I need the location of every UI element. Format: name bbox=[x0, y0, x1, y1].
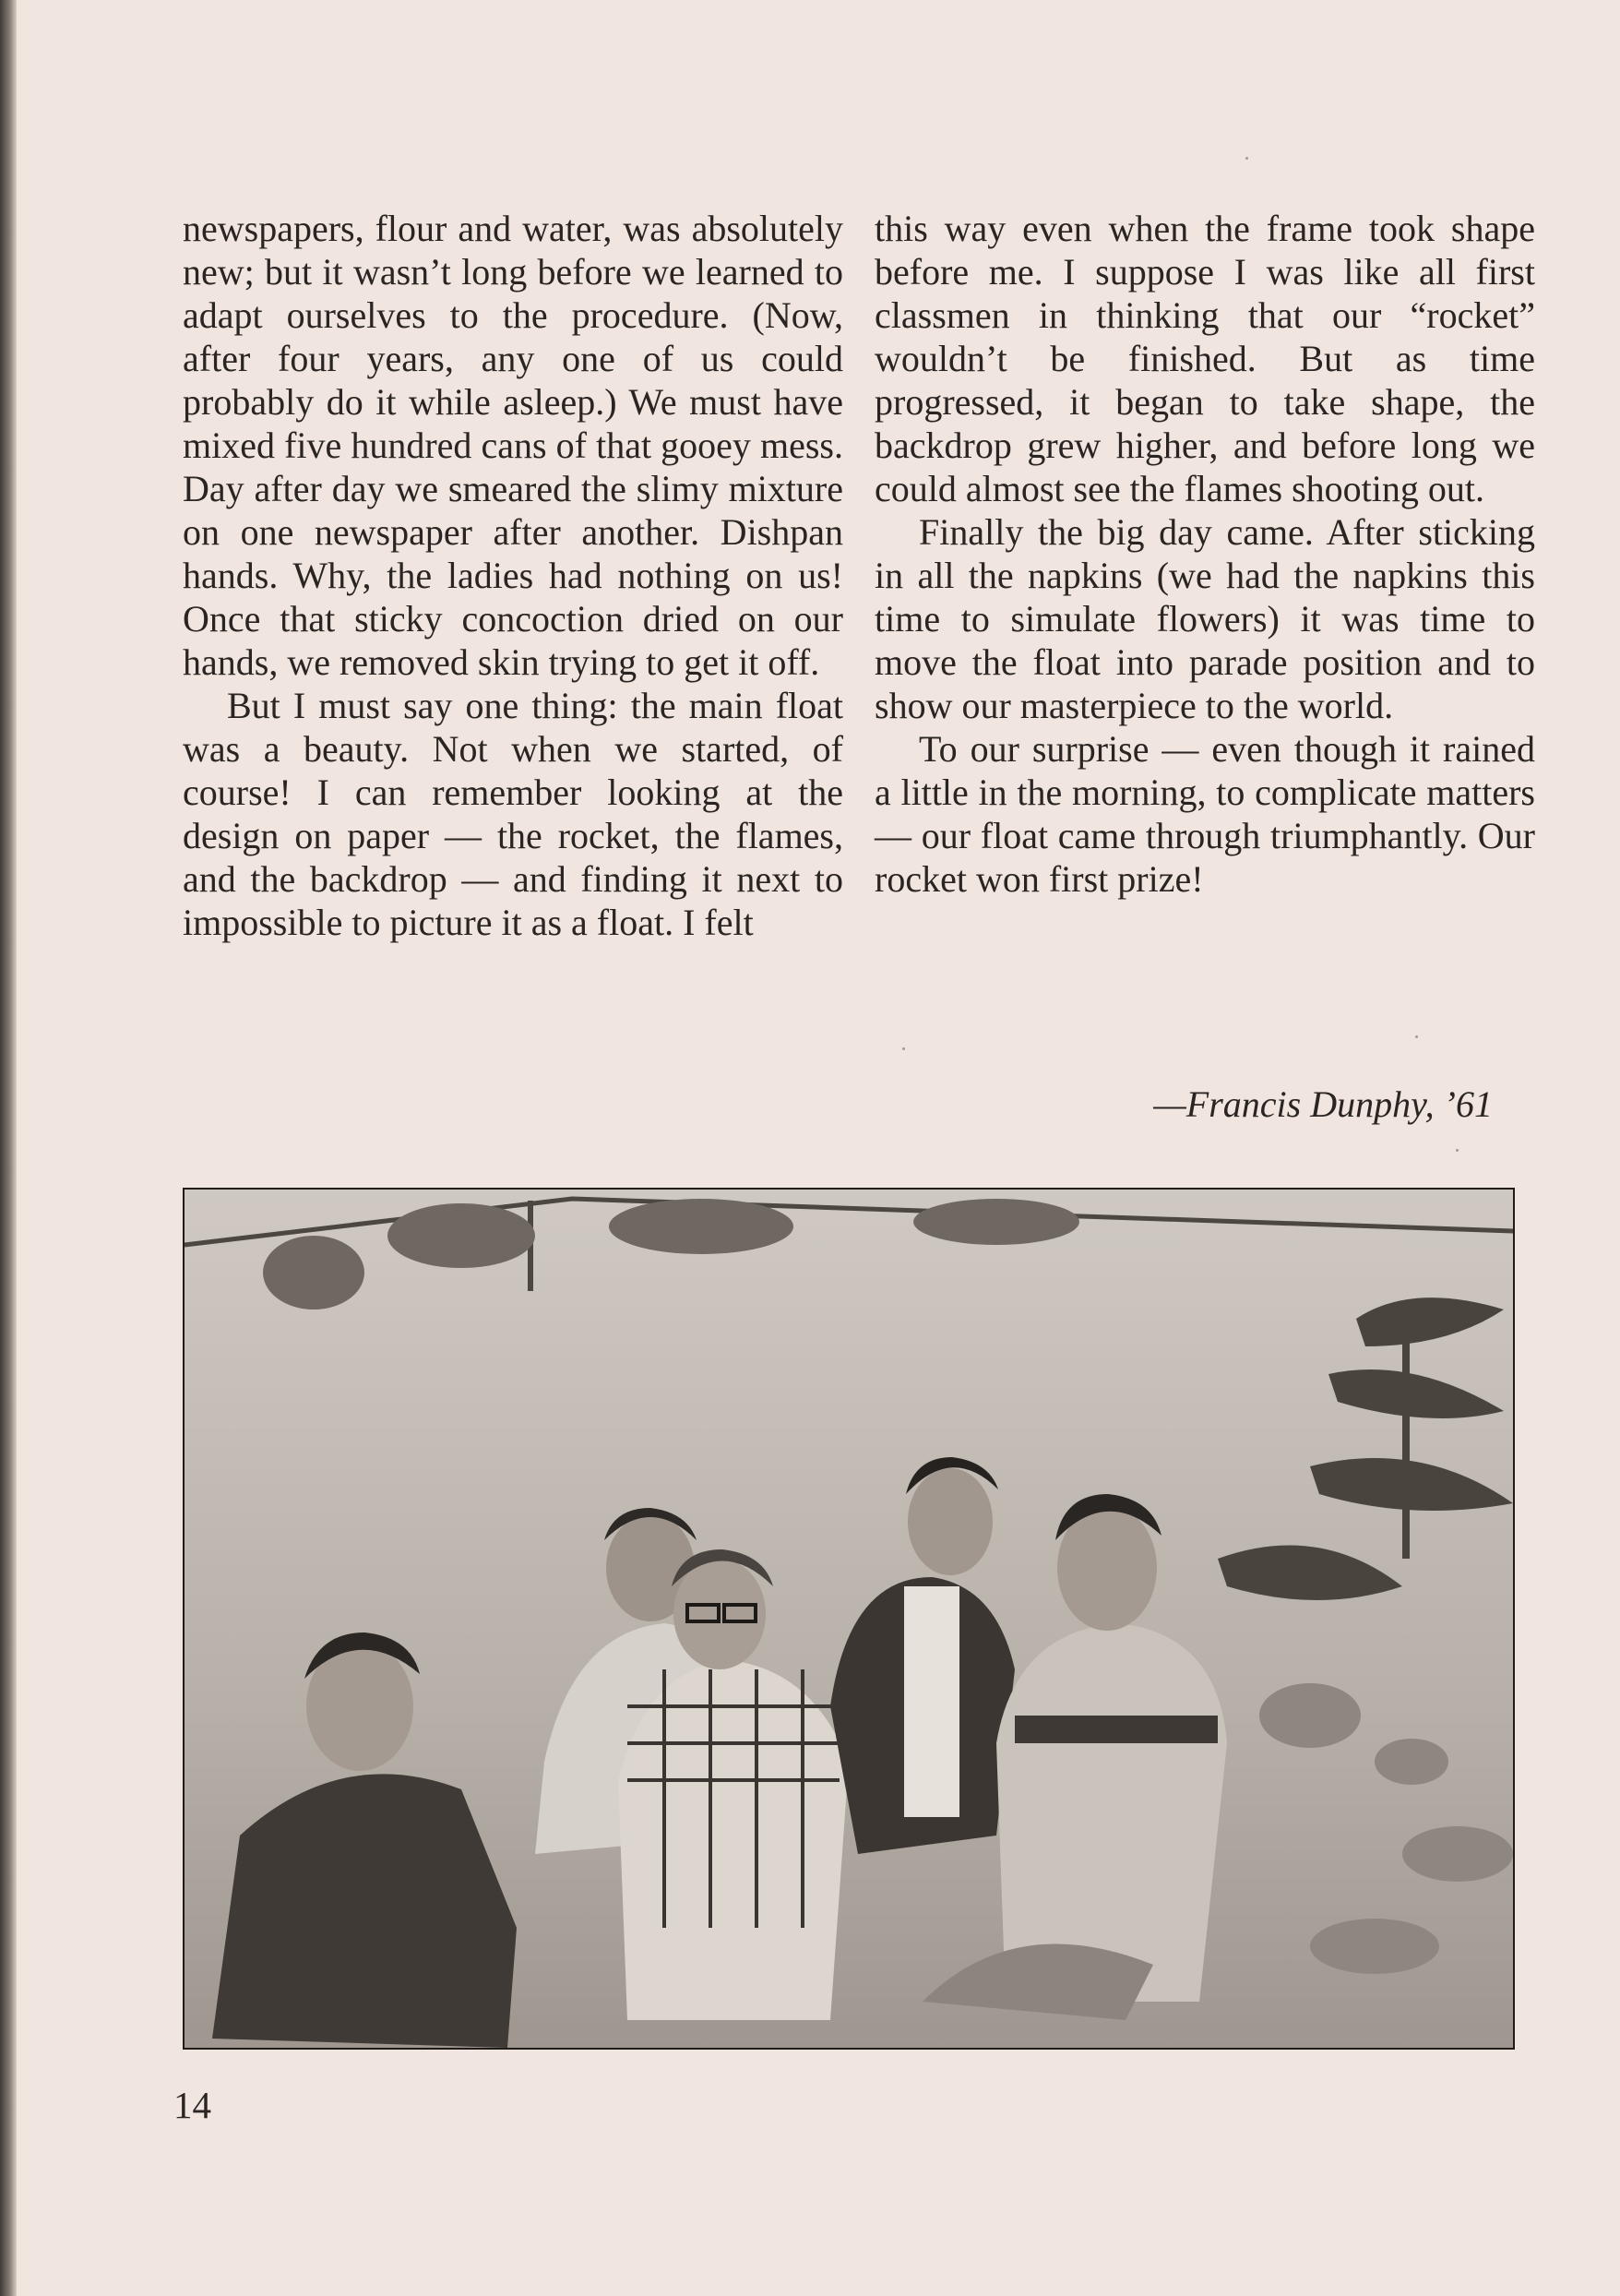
article-paragraph: this way even when the frame took shape before me. I suppose I was like all first classmen in thinking that our “rocket” wouldn’t be finished. But as time progressed, it began to take shape, the backdrop grew higher, and before long we could almost see the flames shooting out. bbox=[875, 208, 1535, 509]
magazine-page bbox=[17, 0, 1620, 2296]
print-speck bbox=[1245, 157, 1248, 160]
print-speck bbox=[1456, 1149, 1459, 1152]
page-binding-edge bbox=[0, 0, 17, 2296]
photo-illustration bbox=[185, 1190, 1513, 2048]
article-paragraph: Finally the big day came. After sticking in all the napkins (we had the napkins this time to simulate flowers) it was time to move the float into parade position and to show our masterpiece to the world. bbox=[875, 511, 1535, 726]
article-paragraph: But I must say one thing: the main float was a beauty. Not when we started, of course! I can remember looking at the design on paper — the rocket, the flames, and the backdrop — and finding it next to impossible to picture it as a float. I felt bbox=[183, 685, 843, 943]
article-column-right bbox=[875, 207, 1535, 901]
page-number: 14 bbox=[173, 2084, 211, 2126]
print-speck bbox=[902, 1047, 905, 1050]
print-speck bbox=[1415, 1035, 1418, 1038]
article-column-left bbox=[183, 207, 843, 944]
article-paragraph: To our surprise — even though it rained a little in the morning, to complicate matters — our float came through triumphantly. Our rocket won first prize! bbox=[875, 728, 1535, 900]
group-photo bbox=[183, 1188, 1515, 2050]
author-byline: —Francis Dunphy, ’61 bbox=[1153, 1083, 1493, 1125]
article-paragraph: newspapers, flour and water, was absolutely new; but it wasn’t long before we learned to adapt ourselves to the procedure. (Now, after four years, any one of us could probably do it while asleep.) We must have mixed five hundred cans of that gooey mess. Day after day we smeared the slimy mixture on one newspaper after another. Dishpan hands. Why, the ladies had nothing on us! Once that sticky concoction dried on our hands, we removed skin trying to get it off. bbox=[183, 208, 843, 683]
